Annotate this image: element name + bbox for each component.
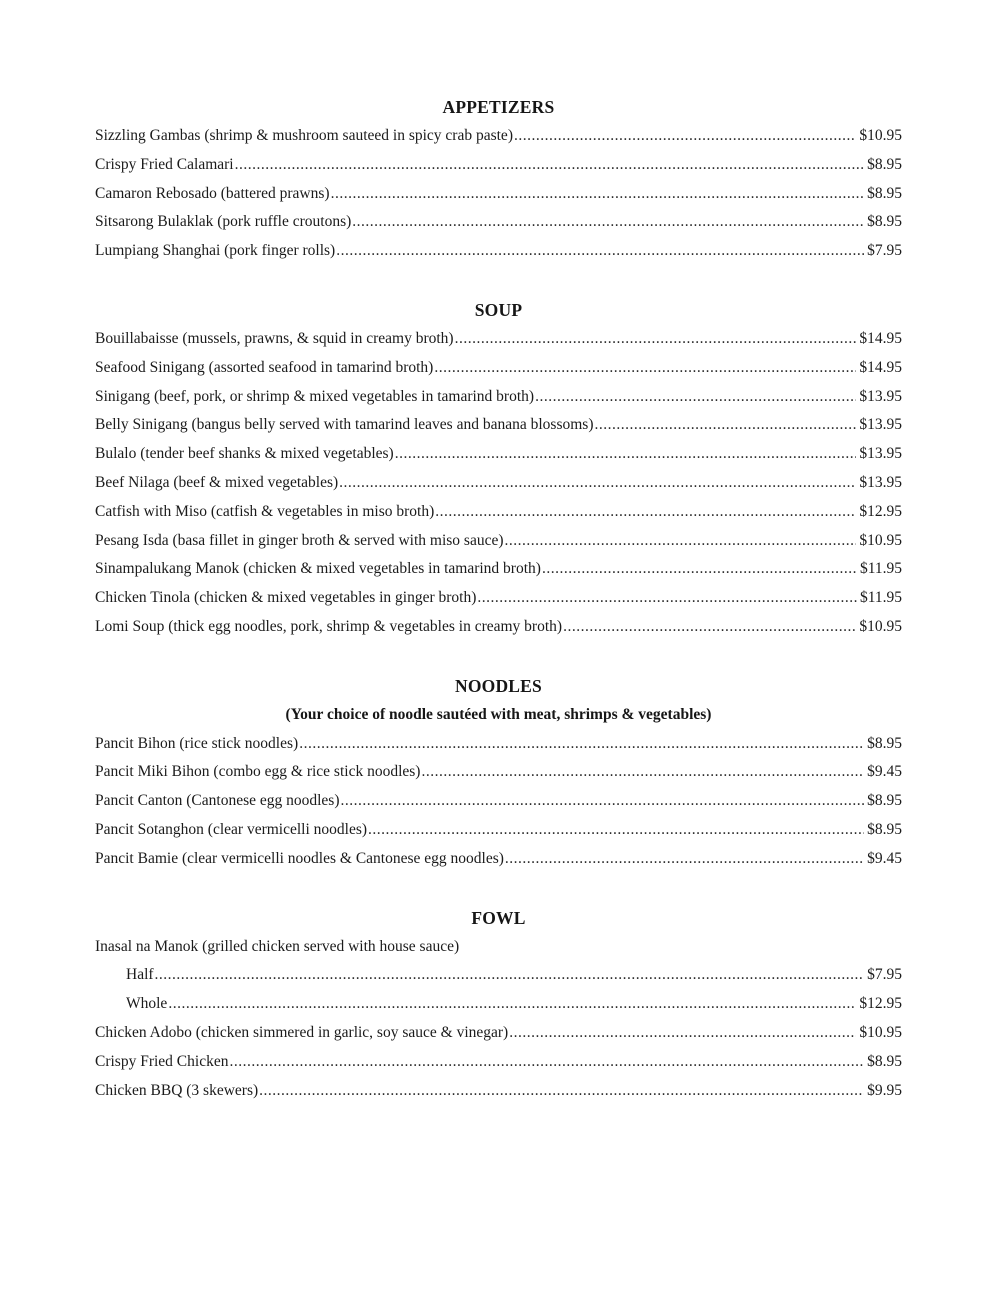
menu-item-row xyxy=(95,990,902,1019)
dot-leader xyxy=(336,237,864,266)
menu-item-row xyxy=(95,1048,902,1077)
menu-section-soup xyxy=(95,299,902,642)
menu-item-row xyxy=(95,383,902,412)
menu-item-price: $8.95 xyxy=(867,213,902,231)
menu-item-name: Half xyxy=(126,966,154,984)
menu-item-row xyxy=(95,933,902,962)
menu-item-name: Sitsarong Bulaklak (pork ruffle croutons) xyxy=(95,213,352,231)
menu-item-row xyxy=(95,208,902,237)
menu-item-name: Belly Sinigang (bangus belly served with tamarind leaves and banana blossoms) xyxy=(95,416,594,434)
menu-item-price: $9.45 xyxy=(867,849,902,867)
dot-leader xyxy=(509,1019,856,1048)
menu-item-row xyxy=(95,730,902,759)
dot-leader xyxy=(477,584,857,613)
menu-item-price: $11.95 xyxy=(859,560,902,578)
menu-item-row xyxy=(95,498,902,527)
menu-item-row xyxy=(95,411,902,440)
menu-item-name: Chicken Adobo (chicken simmered in garlic, soy sauce & vinegar) xyxy=(95,1023,509,1041)
menu-section-fowl xyxy=(95,907,902,1106)
menu-item-price: $13.95 xyxy=(859,473,902,491)
menu-item-row xyxy=(95,325,902,354)
menu-item-price: $8.95 xyxy=(867,1052,902,1070)
menu-item-name: Catfish with Miso (catfish & vegetables in miso broth) xyxy=(95,502,435,520)
menu-item-row xyxy=(95,816,902,845)
menu-item-price: $12.95 xyxy=(859,995,902,1013)
menu-item-name: Lumpiang Shanghai (pork finger rolls) xyxy=(95,242,336,260)
menu-item-price: $8.95 xyxy=(867,184,902,202)
menu-item-name: Camaron Rebosado (battered prawns) xyxy=(95,184,330,202)
menu-item-name: Seafood Sinigang (assorted seafood in tamarind broth) xyxy=(95,358,434,376)
menu-item-row xyxy=(95,1077,902,1106)
dot-leader xyxy=(339,469,856,498)
menu-item-name: Crispy Fried Chicken xyxy=(95,1052,229,1070)
section-heading: NOODLES xyxy=(455,675,542,696)
menu-item-name: Chicken Tinola (chicken & mixed vegetables in ginger broth) xyxy=(95,589,477,607)
dot-leader xyxy=(352,208,864,237)
menu-item-name: Sinampalukang Manok (chicken & mixed vegetables in tamarind broth) xyxy=(95,560,541,578)
menu-item-name: Whole xyxy=(126,995,168,1013)
menu-item-row xyxy=(95,527,902,556)
menu-item-name: Sizzling Gambas (shrimp & mushroom sauteed in spicy crab paste) xyxy=(95,127,513,144)
menu-item-name: Inasal na Manok (grilled chicken served with house sauce) xyxy=(95,937,460,955)
dot-leader xyxy=(505,527,857,556)
menu-item-row xyxy=(95,1019,902,1048)
menu-item-name: Pancit Bamie (clear vermicelli noodles & Cantonese egg noodles) xyxy=(95,849,504,867)
section-heading: FOWL xyxy=(471,907,526,928)
menu-item-row xyxy=(95,961,902,990)
menu-item-row xyxy=(95,151,902,180)
menu-item-price: $9.45 xyxy=(867,763,902,781)
section-heading: SOUP xyxy=(474,299,523,320)
dot-leader xyxy=(594,411,856,440)
menu-item-price: $12.95 xyxy=(859,502,902,520)
menu-item-price: $9.95 xyxy=(867,1081,902,1099)
menu-item-row xyxy=(95,613,902,642)
menu-item-name: Chicken BBQ (3 skewers) xyxy=(95,1081,259,1099)
menu-item-price: $13.95 xyxy=(859,445,902,463)
menu-item-price: $10.95 xyxy=(859,531,902,549)
dot-leader xyxy=(235,151,865,180)
menu-item-row xyxy=(95,237,902,266)
menu-item-price: $11.95 xyxy=(859,589,902,607)
menu-item-row xyxy=(95,555,902,584)
menu-item-name: Sinigang (beef, pork, or shrimp & mixed vegetables in tamarind broth) xyxy=(95,387,535,405)
menu-item-row xyxy=(95,469,902,498)
menu-item-name: Pancit Sotanghon (clear vermicelli noodles) xyxy=(95,820,368,838)
menu-item-row xyxy=(95,584,902,613)
menu-item-price: $8.95 xyxy=(867,734,902,752)
menu-item-price: $10.95 xyxy=(859,1023,902,1041)
menu-item-name: Lomi Soup (thick egg noodles, pork, shrimp & vegetables in creamy broth) xyxy=(95,617,563,635)
dot-leader xyxy=(505,845,864,874)
menu-item-price: $8.95 xyxy=(867,792,902,810)
menu-item-price: $13.95 xyxy=(859,416,902,434)
menu-item-row xyxy=(95,787,902,816)
menu-section-appetizers xyxy=(95,96,902,266)
dot-leader xyxy=(299,730,864,759)
dot-leader xyxy=(331,180,865,209)
menu-item-price: $8.95 xyxy=(867,155,902,173)
menu-item-row xyxy=(95,122,902,151)
menu-item-name: Pancit Miki Bihon (combo egg & rice stick noodles) xyxy=(95,763,421,781)
dot-leader xyxy=(435,498,856,527)
section-heading: APPETIZERS xyxy=(442,97,555,117)
menu-item-name: Crispy Fried Calamari xyxy=(95,155,234,173)
menu-item-name: Beef Nilaga (beef & mixed vegetables) xyxy=(95,473,339,491)
dot-leader xyxy=(542,555,857,584)
dot-leader xyxy=(535,383,856,412)
menu-item-name: Pancit Bihon (rice stick noodles) xyxy=(95,734,299,752)
menu-item-price: $7.95 xyxy=(867,966,902,984)
menu-section-noodles xyxy=(95,675,902,874)
menu-item-price: $10.95 xyxy=(859,127,902,144)
menu-item-price: $14.95 xyxy=(859,358,902,376)
dot-leader xyxy=(563,613,856,642)
dot-leader xyxy=(421,758,864,787)
dot-leader xyxy=(368,816,864,845)
menu-item-name: Bouillabaisse (mussels, prawns, & squid in creamy broth) xyxy=(95,329,454,347)
dot-leader xyxy=(434,354,856,383)
menu-item-price: $14.95 xyxy=(859,329,902,347)
menu-item-price: $10.95 xyxy=(859,617,902,635)
menu-item-row xyxy=(95,354,902,383)
menu-item-name: Bulalo (tender beef shanks & mixed vegetables) xyxy=(95,445,394,463)
dot-leader xyxy=(155,961,865,990)
menu-item-row xyxy=(95,440,902,469)
dot-leader xyxy=(259,1077,864,1106)
dot-leader xyxy=(229,1048,864,1077)
dot-leader xyxy=(514,122,856,151)
dot-leader xyxy=(395,440,857,469)
section-subtitle: (Your choice of noodle sautéed with meat, shrimps & vegetables) xyxy=(285,705,712,723)
menu-item-price: $13.95 xyxy=(859,387,902,405)
dot-leader xyxy=(341,787,865,816)
menu-item-price: $8.95 xyxy=(867,820,902,838)
menu-item-price: $7.95 xyxy=(867,242,902,260)
dot-leader xyxy=(168,990,856,1019)
menu-item-name: Pesang Isda (basa fillet in ginger broth & served with miso sauce) xyxy=(95,531,504,549)
dot-leader xyxy=(455,325,857,354)
menu-item-name: Pancit Canton (Cantonese egg noodles) xyxy=(95,792,340,810)
menu-item-row xyxy=(95,845,902,874)
menu-item-row xyxy=(95,758,902,787)
menu-item-row xyxy=(95,180,902,209)
